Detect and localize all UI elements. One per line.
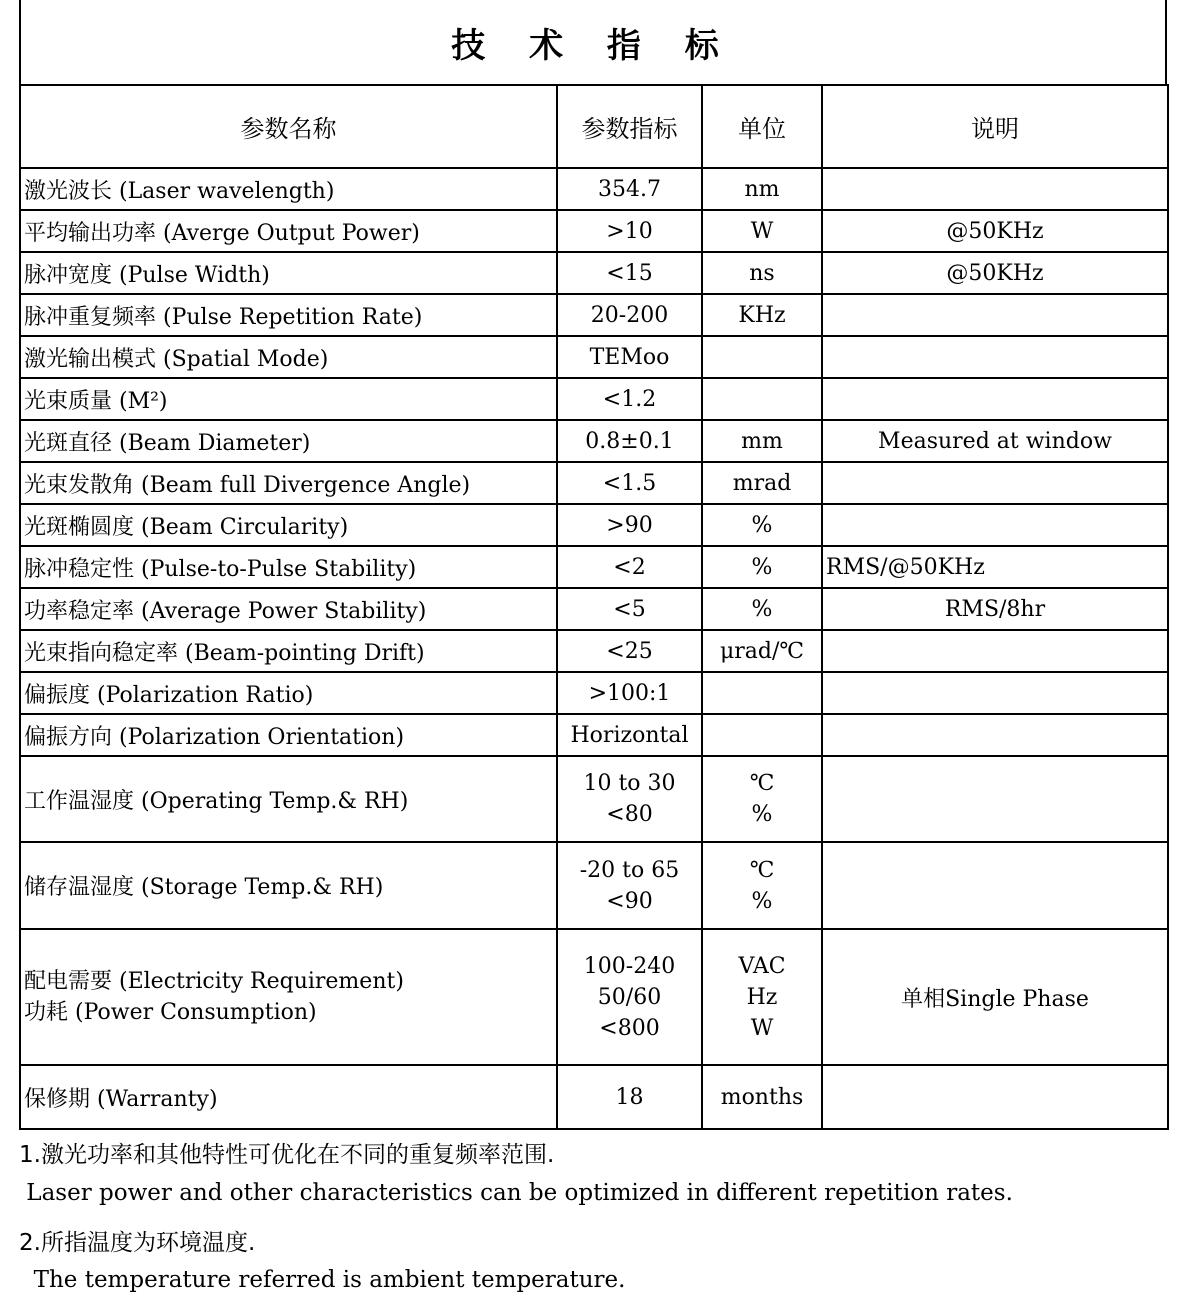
param-name: 光束质量 (M²) [20,378,557,420]
param-name: 脉冲重复频率 (Pulse Repetition Rate) [20,294,557,336]
header-name: 参数名称 [20,85,557,168]
unit-line: VAC [738,953,786,979]
param-unit: W [702,210,822,252]
param-value: 18 [557,1065,702,1129]
param-unit [702,336,822,378]
value-line: 50/60 [597,984,662,1010]
param-value: <25 [557,630,702,672]
param-unit: % [702,588,822,630]
table-row [20,588,1168,630]
param-unit [702,672,822,714]
param-unit: % [702,504,822,546]
value-line: -20 to 65 [579,857,680,883]
table-row [20,714,1168,756]
value-line: 10 to 30 [583,771,676,796]
param-unit: ns [702,252,822,294]
unit-line: % [751,888,773,914]
param-note [822,1065,1168,1129]
table-row [20,336,1168,378]
param-name: 平均输出功率 (Averge Output Power) [20,210,557,252]
param-note [822,630,1168,672]
param-name: 偏振方向 (Polarization Orientation) [20,714,557,756]
table-row [20,756,1168,842]
param-value: 20-200 [557,294,702,336]
param-name: 光斑椭圆度 (Beam Circularity) [20,504,557,546]
param-value: 354.7 [557,168,702,210]
param-note: Measured at window [822,420,1168,462]
param-name: 脉冲稳定性 (Pulse-to-Pulse Stability) [20,546,557,588]
table-row [20,210,1168,252]
unit-line: % [751,802,773,827]
param-note: 单相Single Phase [822,929,1168,1065]
param-unit [702,378,822,420]
param-unit: months [702,1065,822,1129]
param-value [557,929,702,1065]
unit-line: W [750,1015,774,1041]
footnote-2-zh: 2.所指温度为环境温度. [19,1230,256,1256]
param-note [822,672,1168,714]
header-value: 参数指标 [557,85,702,168]
param-note [822,756,1168,842]
param-name: 功率稳定率 (Average Power Stability) [20,588,557,630]
param-note [822,294,1168,336]
param-note: @50KHz [822,210,1168,252]
param-unit: mm [702,420,822,462]
value-line: 100-240 [583,953,676,979]
table-row [20,1065,1168,1129]
param-unit: KHz [702,294,822,336]
param-note: RMS/8hr [822,588,1168,630]
param-note: RMS/@50KHz [822,546,1168,588]
param-value: 0.8±0.1 [557,420,702,462]
param-note: @50KHz [822,252,1168,294]
param-value: >100:1 [557,672,702,714]
param-name: 保修期 (Warranty) [20,1065,557,1129]
param-value: <15 [557,252,702,294]
param-value: <2 [557,546,702,588]
param-note [822,714,1168,756]
param-note [822,336,1168,378]
param-name: 光斑直径 (Beam Diameter) [20,420,557,462]
header-unit: 单位 [702,85,822,168]
value-line: <90 [606,888,653,914]
param-value: Horizontal [557,714,702,756]
value-line: <80 [606,802,653,827]
param-name: 激光波长 (Laser wavelength) [20,168,557,210]
table-row [20,252,1168,294]
param-value: >10 [557,210,702,252]
param-note [822,378,1168,420]
table-row [20,630,1168,672]
table-row [20,378,1168,420]
spec-table [19,84,1169,1130]
param-value: >90 [557,504,702,546]
param-unit: nm [702,168,822,210]
param-name: 光束发散角 (Beam full Divergence Angle) [20,462,557,504]
param-note [822,168,1168,210]
table-row [20,842,1168,929]
unit-line: ℃ [749,857,775,883]
param-value [557,842,702,929]
param-unit: μrad/℃ [702,630,822,672]
param-name: 激光输出模式 (Spatial Mode) [20,336,557,378]
page-title: 技 术 指 标 [19,0,1167,84]
param-value: <1.5 [557,462,702,504]
table-row [20,929,1168,1065]
param-name-line: 配电需要 (Electricity Requirement) [24,969,404,994]
param-name: 工作温湿度 (Operating Temp.& RH) [20,756,557,842]
param-name: 储存温湿度 (Storage Temp.& RH) [20,842,557,929]
table-row [20,294,1168,336]
table-row [20,462,1168,504]
param-note [822,462,1168,504]
footnote-2-en: The temperature referred is ambient temperature. [19,1267,626,1293]
param-value: <5 [557,588,702,630]
value-line: <800 [599,1015,660,1041]
footnote-1-en: Laser power and other characteristics can be optimized in different repetition rates. [19,1180,1013,1206]
table-row [20,672,1168,714]
header-row [20,85,1168,168]
param-value: TEMoo [557,336,702,378]
param-value [557,756,702,842]
header-note: 说明 [822,85,1168,168]
param-name: 脉冲宽度 (Pulse Width) [20,252,557,294]
param-note [822,504,1168,546]
footnote-1-zh: 1.激光功率和其他特性可优化在不同的重复频率范围. [19,1142,555,1168]
param-name: 偏振度 (Polarization Ratio) [20,672,557,714]
param-unit [702,756,822,842]
param-name [20,929,557,1065]
param-unit: mrad [702,462,822,504]
param-unit: % [702,546,822,588]
unit-line: ℃ [749,771,775,796]
unit-line: Hz [746,984,778,1010]
param-unit [702,714,822,756]
table-row [20,420,1168,462]
param-unit [702,929,822,1065]
param-unit [702,842,822,929]
table-row [20,168,1168,210]
param-name: 光束指向稳定率 (Beam-pointing Drift) [20,630,557,672]
table-row [20,504,1168,546]
table-row [20,546,1168,588]
param-note [822,842,1168,929]
param-name-line: 功耗 (Power Consumption) [24,1000,317,1025]
param-value: <1.2 [557,378,702,420]
